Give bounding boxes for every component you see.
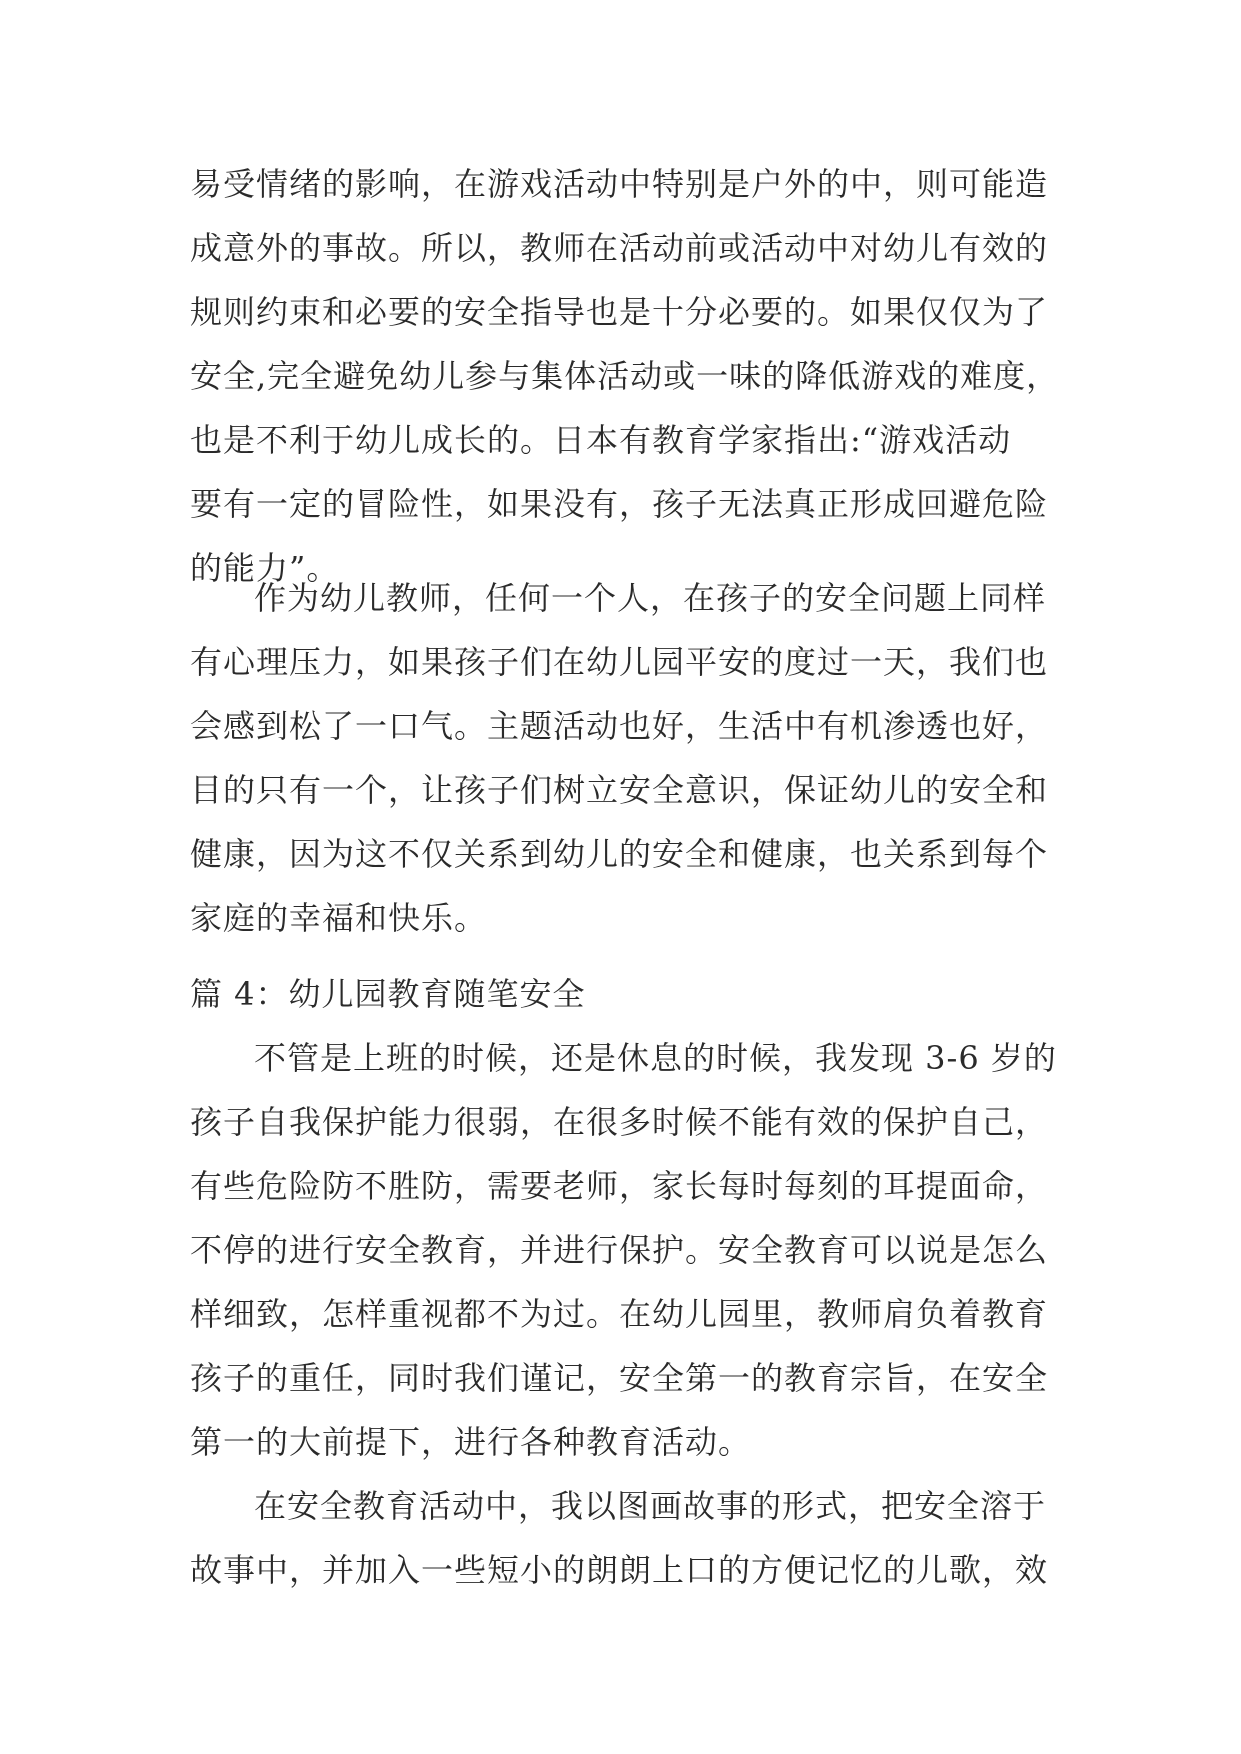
text-line: 易受情绪的影响，在游戏活动中特别是户外的中，则可能造	[190, 165, 1049, 203]
text-line: 第一的大前提下，进行各种教育活动。	[190, 1423, 752, 1461]
text-line: 要有一定的冒险性，如果没有，孩子无法真正形成回避危险	[190, 485, 1049, 523]
text-line: 不停的进行安全教育，并进行保护。安全教育可以说是怎么	[190, 1231, 1049, 1269]
text-line: 有些危险防不胜防，需要老师，家长每时每刻的耳提面命，	[190, 1167, 1049, 1205]
section-article-4	[190, 962, 1070, 1602]
section-heading: 篇 4：幼儿园教育随笔安全	[190, 975, 586, 1013]
paragraph-teacher	[190, 566, 1070, 950]
paragraph-self-protection	[190, 1026, 1070, 1474]
text-line: 会感到松了一口气。主题活动也好，生活中有机渗透也好，	[190, 707, 1049, 745]
text-line: 故事中，并加入一些短小的朗朗上口的方便记忆的儿歌，效	[190, 1551, 1049, 1589]
text-line: 不管是上班的时候，还是休息的时候，我发现 3-6 岁的	[254, 1039, 1057, 1077]
paragraph-continuation	[190, 152, 1070, 600]
text-line: 作为幼儿教师，任何一个人，在孩子的安全问题上同样	[254, 579, 1047, 617]
text-line: 孩子的重任，同时我们谨记，安全第一的教育宗旨，在安全	[190, 1359, 1049, 1397]
text-line: 在安全教育活动中，我以图画故事的形式，把安全溶于	[254, 1487, 1047, 1525]
text-line: 的能力”。	[190, 549, 340, 587]
text-line: 有心理压力，如果孩子们在幼儿园平安的度过一天，我们也	[190, 643, 1049, 681]
text-line: 健康，因为这不仅关系到幼儿的安全和健康，也关系到每个	[190, 835, 1049, 873]
text-line: 成意外的事故。所以，教师在活动前或活动中对幼儿有效的	[190, 229, 1049, 267]
text-line: 目的只有一个，让孩子们树立安全意识，保证幼儿的安全和	[190, 771, 1049, 809]
paragraph-story-method	[190, 1474, 1070, 1602]
text-line: 孩子自我保护能力很弱，在很多时候不能有效的保护自己，	[190, 1103, 1049, 1141]
text-line: 安全,完全避免幼儿参与集体活动或一味的降低游戏的难度，	[190, 357, 1060, 395]
text-line: 规则约束和必要的安全指导也是十分必要的。如果仅仅为了	[190, 293, 1049, 331]
text-line: 样细致，怎样重视都不为过。在幼儿园里，教师肩负着教育	[190, 1295, 1049, 1333]
text-line: 家庭的幸福和快乐。	[190, 899, 488, 937]
text-line: 也是不利于幼儿成长的。日本有教育学家指出:“游戏活动	[190, 421, 1012, 459]
